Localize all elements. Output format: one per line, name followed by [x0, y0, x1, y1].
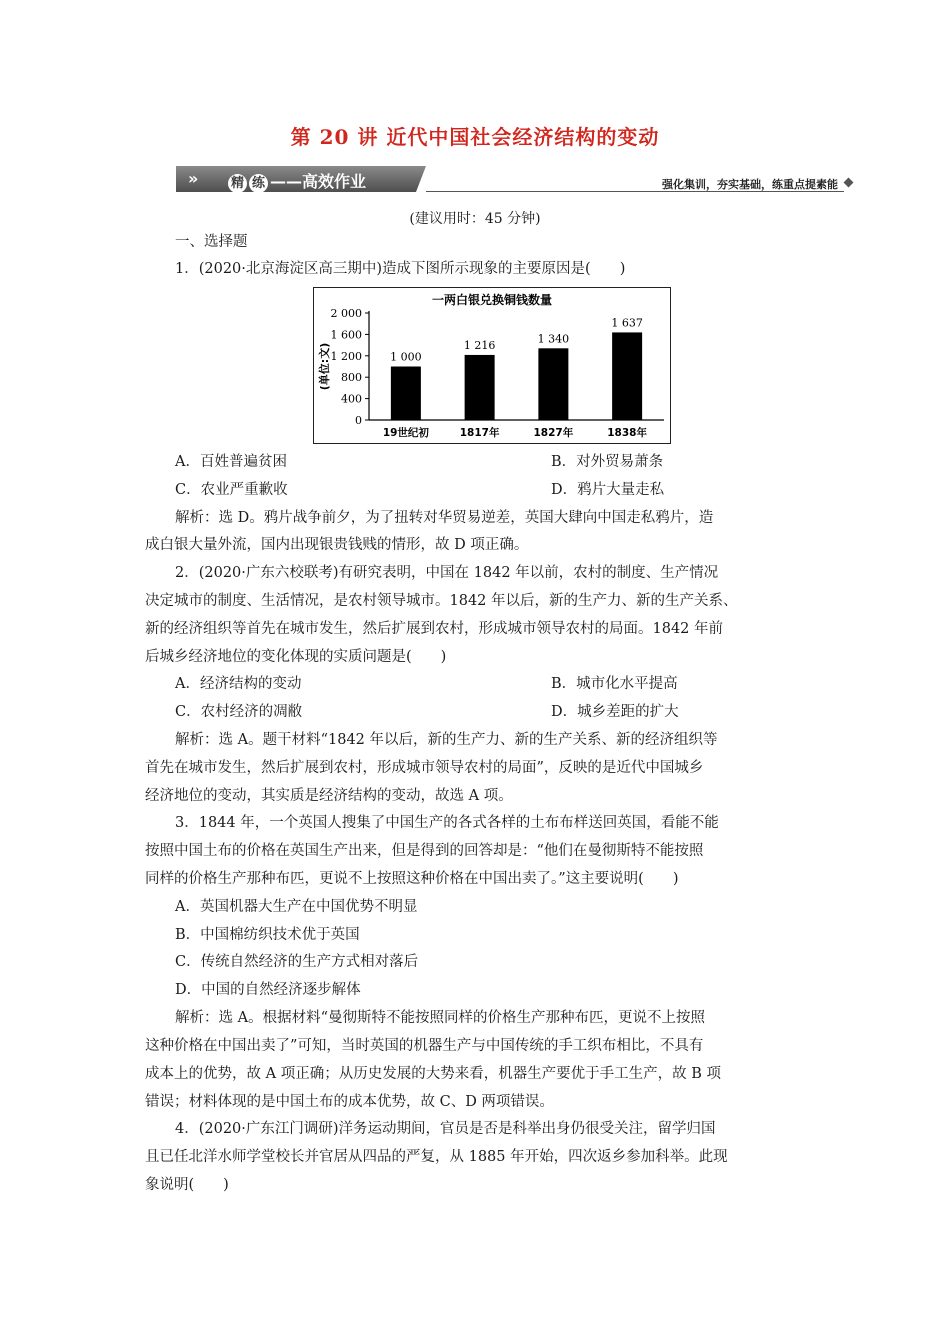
q3-option-d: D．中国的自然经济逐步解体 — [175, 982, 361, 998]
q2-stem-line-4: 后城乡经济地位的变化体现的实质问题是( ) — [145, 649, 447, 665]
q1-option-b: B．对外贸易萧条 — [551, 454, 664, 470]
x-tick-label: 1817年 — [459, 427, 500, 439]
bar-value-label: 1 637 — [611, 316, 643, 330]
double-chevron-icon: » — [188, 169, 199, 188]
y-tick-label: 800 — [341, 371, 362, 385]
page-title: 第 20 讲 近代中国社会经济结构的变动 — [290, 125, 660, 149]
q3-answer-line-1: 解析：选 A。根据材料“曼彻斯特不能按照同样的价格生产那种布匹，更说不上按照 — [175, 1010, 705, 1026]
q4-stem-line-2: 且已任北洋水师学堂校长并官居从四品的严复，从 1885 年开始，四次返乡参加科举。此现 — [145, 1149, 728, 1165]
y-axis-label: (单位:文) — [318, 342, 331, 391]
chart-bar — [612, 332, 642, 420]
q2-answer-line-1: 解析：选 A。题干材料“1842 年以后，新的生产力、新的生产关系、新的经济组织等 — [175, 732, 718, 748]
chart-bar — [465, 355, 495, 420]
q2-option-b: B．城市化水平提高 — [551, 676, 678, 692]
q2-option-c: C．农村经济的凋敝 — [175, 704, 303, 720]
q3-stem-line-2: 按照中国土布的价格在英国生产出来，但是得到的回答却是：“他们在曼彻斯特不能按照 — [145, 843, 704, 859]
suggested-time: (建议用时：45 分钟) — [409, 211, 541, 227]
q2-answer-line-2: 首先在城市发生，然后扩展到农村，形成城市领导农村的局面”，反映的是近代中国城乡 — [145, 760, 704, 776]
x-tick-label: 1827年 — [533, 427, 574, 439]
q2-stem-line-2: 决定城市的制度、生活情况，是农村领导城市。1842 年以后，新的生产力、新的生产关系、 — [145, 593, 738, 609]
banner-slogan: 强化集训，夯实基础，练重点提素能 — [662, 178, 838, 191]
banner-label-rest: ——高效作业 — [270, 172, 367, 191]
q2-stem-line-3: 新的经济组织等首先在城市发生，然后扩展到农村，形成城市领导农村的局面。1842 年前 — [145, 621, 724, 637]
q4-stem-line-1: 4．(2020·广东江门调研)洋务运动期间，官员是否是科举出身仍很受关注，留学归国 — [175, 1121, 716, 1137]
y-tick-label: 1 200 — [330, 349, 362, 363]
q3-stem-line-3: 同样的价格生产那种布匹，更说不上按照这种价格在中国出卖了。”这主要说明( ) — [145, 871, 679, 887]
q2-answer-line-3: 经济地位的变动，其实质是经济结构的变动，故选 A 项。 — [145, 788, 513, 804]
bar-value-label: 1 340 — [537, 332, 570, 346]
banner-char-2: 练 — [249, 174, 268, 193]
q1-option-a: A．百姓普遍贫困 — [175, 454, 287, 470]
banner-label — [228, 169, 366, 193]
q1-stem: 1．(2020·北京海淀区高三期中)造成下图所示现象的主要原因是( ) — [175, 261, 626, 277]
bar-value-label: 1 000 — [390, 350, 422, 364]
banner-char-1: 精 — [228, 174, 247, 193]
y-tick-label: 0 — [355, 414, 362, 427]
chart-title: 一两白银兑换铜钱数量 — [431, 293, 553, 307]
q2-option-a: A．经济结构的变动 — [175, 676, 302, 692]
y-tick-label: 1 600 — [330, 328, 362, 342]
q3-option-c: C．传统自然经济的生产方式相对落后 — [175, 954, 419, 970]
q3-option-b: B．中国棉纺织技术优于英国 — [175, 927, 360, 943]
q3-answer-line-2: 这种价格在中国出卖了”可知，当时英国的机器生产与中国传统的手工织布相比，不具有 — [145, 1038, 704, 1054]
section-heading: 一、选择题 — [175, 234, 248, 250]
x-tick-label: 19世纪初 — [382, 427, 429, 439]
q3-option-a: A．英国机器大生产在中国优势不明显 — [175, 899, 418, 915]
q2-stem-line-1: 2．(2020·广东六校联考)有研究表明，中国在 1842 年以前，农村的制度、生产情况 — [175, 565, 719, 581]
y-tick-label: 2 000 — [330, 307, 362, 320]
chart-bar — [391, 367, 421, 421]
chart-bar — [538, 348, 568, 420]
q1-option-d: D．鸦片大量走私 — [551, 482, 665, 498]
diamond-icon — [844, 178, 854, 188]
q3-stem-line-1: 3．1844 年，一个英国人搜集了中国生产的各式各样的土布布样送回英国，看能不能 — [175, 815, 719, 831]
q1-option-c: C．农业严重歉收 — [175, 482, 288, 498]
q2-option-d: D．城乡差距的扩大 — [551, 704, 679, 720]
q3-answer-line-3: 成本上的优势，故 A 项正确；从历史发展的大势来看，机器生产要优于手工生产，故 B 项 — [145, 1066, 722, 1082]
q3-answer-line-4: 错误；材料体现的是中国土布的成本优势，故 C、D 两项错误。 — [145, 1094, 554, 1110]
y-tick-label: 400 — [341, 392, 362, 406]
section-banner — [176, 166, 852, 194]
q4-stem-line-3: 象说明( ) — [145, 1177, 229, 1193]
q1-answer-line-2: 成白银大量外流，国内出现银贵钱贱的情形，故 D 项正确。 — [145, 537, 529, 553]
chart-svg — [314, 288, 670, 443]
x-tick-label: 1838年 — [607, 427, 647, 439]
q1-answer-line-1: 解析：选 D。鸦片战争前夕，为了扭转对华贸易逆差，英国大肆向中国走私鸦片，造 — [175, 510, 714, 526]
bar-value-label: 1 216 — [463, 338, 496, 352]
silver-copper-chart — [313, 287, 671, 444]
